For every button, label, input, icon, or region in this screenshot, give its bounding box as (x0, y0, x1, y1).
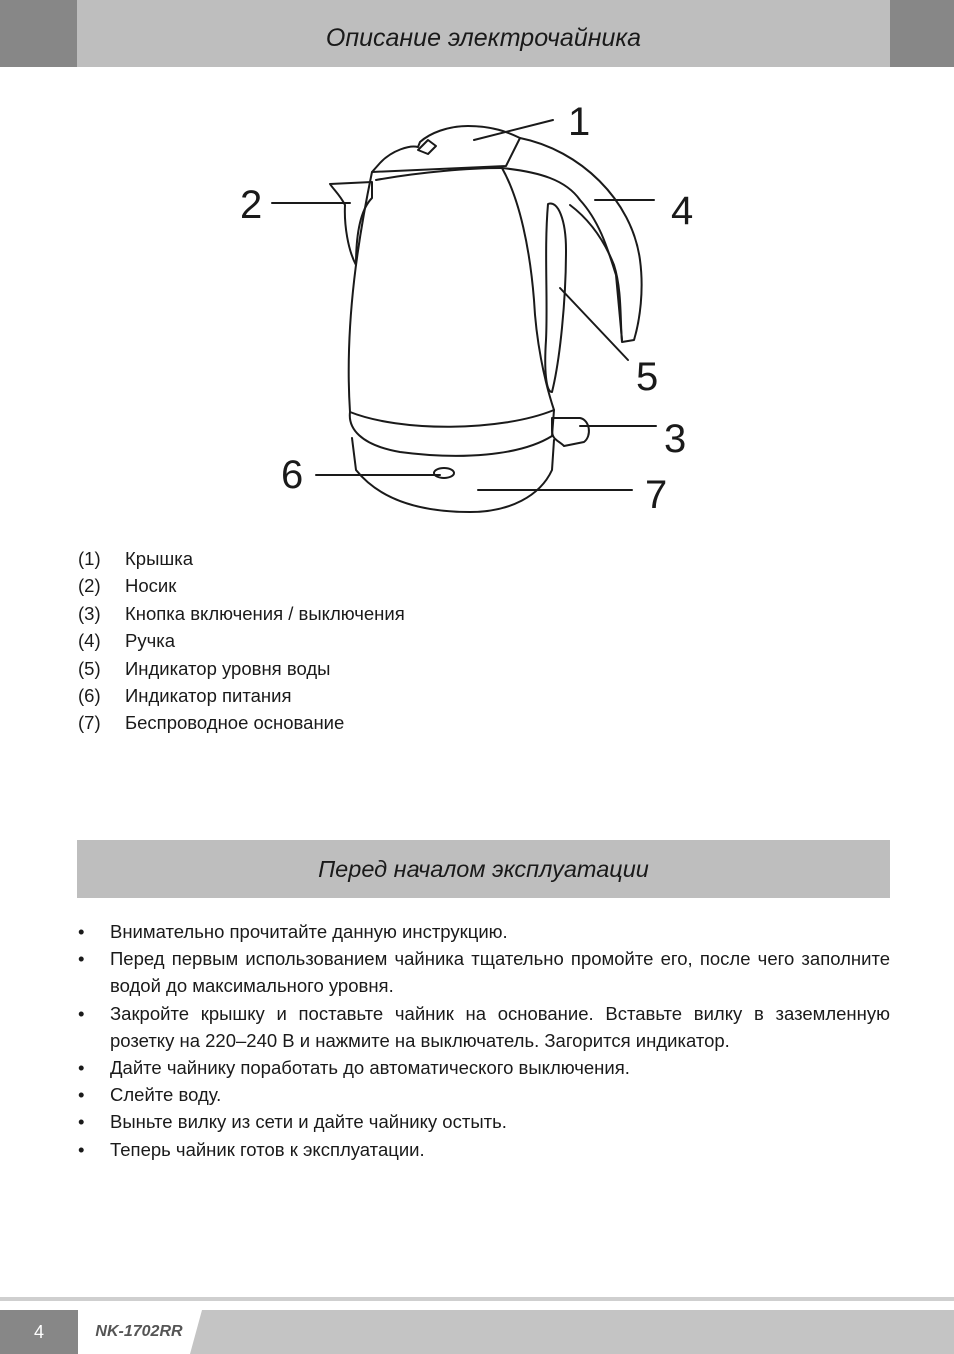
list-item: (4) Ручка (78, 630, 176, 652)
power-indicator (434, 468, 454, 478)
base-switch (552, 418, 589, 446)
list-item: • Дайте чайнику поработать до автоматического выключения. (78, 1057, 630, 1079)
page-number: 4 (0, 1310, 78, 1354)
parts-list (78, 545, 405, 737)
spout-outline (330, 182, 372, 265)
callout-4: 4 (671, 189, 694, 233)
header-right-block (890, 0, 954, 67)
base-rim (350, 410, 554, 456)
list-item: (3) Кнопка включения / выключения (78, 602, 405, 624)
list-item: (6) Индикатор питания (78, 684, 292, 706)
water-window (545, 203, 566, 392)
callout-1: 1 (568, 100, 591, 144)
list-item: • Слейте воду. (78, 1084, 222, 1106)
callout-6: 6 (281, 453, 304, 497)
list-item: • Выньте вилку из сети и дайте чайнику остыть. (78, 1111, 507, 1133)
list-item: (7) Беспроводное основание (78, 712, 345, 734)
header-left-block (0, 0, 77, 67)
callout-7: 7 (645, 473, 668, 517)
handle-inner (502, 168, 622, 340)
footer-bar (190, 1310, 954, 1354)
section-heading: Перед началом эксплуатации (77, 840, 890, 898)
list-item: • Закройте крышку и поставьте чайник на основание. Вставьте вилку в заземленную розетку на 220–240 В и нажмите на выключатель. Загорится индикатор. (78, 1002, 890, 1051)
list-item: • Теперь чайник готов к эксплуатации. (78, 1138, 425, 1160)
page-title: Описание электрочайника (77, 0, 890, 67)
list-item: • Внимательно прочитайте данную инструкцию. (78, 921, 508, 942)
list-item: • Перед первым использованием чайника тщательно промойте его, после чего заполните водой до максимального уровня. (78, 948, 890, 997)
instructions-list (78, 918, 890, 1163)
body-outline (349, 168, 554, 427)
lid-outline (372, 126, 520, 172)
footer-divider (0, 1297, 954, 1301)
callout-5: 5 (636, 355, 659, 399)
model-name: NK-1702RR (95, 1323, 183, 1340)
callout-2: 2 (240, 183, 263, 227)
list-item: (1) Крышка (78, 548, 193, 569)
list-item: (2) Носик (78, 575, 177, 597)
list-item: (5) Индикатор уровня воды (78, 657, 331, 679)
callout-3: 3 (664, 417, 687, 461)
kettle-diagram (0, 90, 954, 530)
